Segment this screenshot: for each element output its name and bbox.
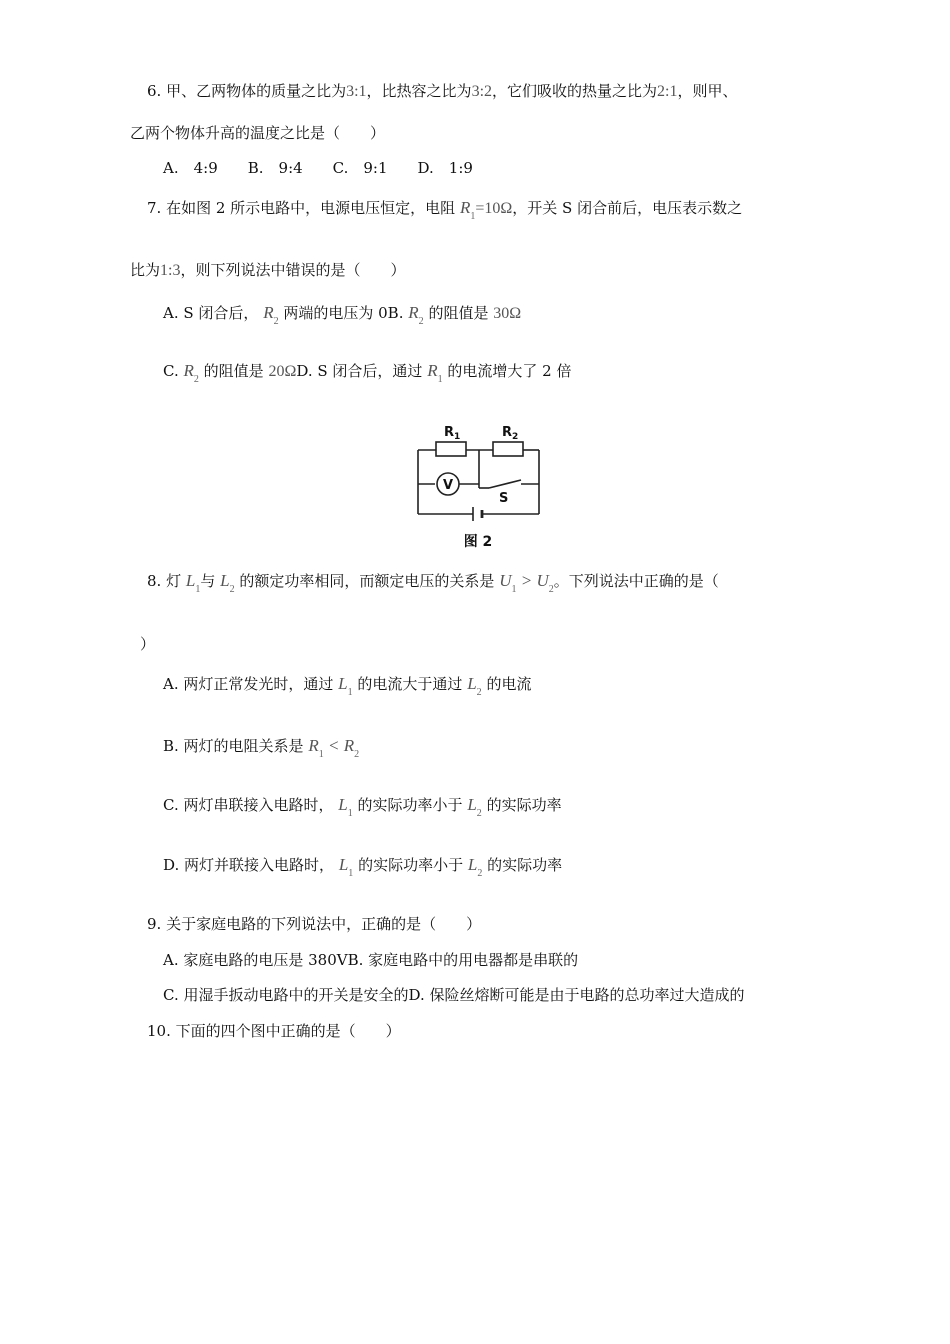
q7-text-b: ，开关 S 闭合前后，电压表示数之 xyxy=(512,199,743,217)
q9-options-cd: C. 用湿手扳动电路中的开关是安全的D. 保险丝熔断可能是由于电路的总功率过大造成的 xyxy=(163,986,745,1004)
q7-option-b-text: 的阻值是 xyxy=(428,304,489,322)
q8-option-b xyxy=(163,735,359,766)
q6-heat-ratio: 2:1 xyxy=(657,83,678,100)
q8-lamp2-symbol: $L_2$ xyxy=(220,571,235,595)
q6-text-d: ，则甲、 xyxy=(677,82,738,100)
q8-option-d-l2: $L_2$ xyxy=(467,855,483,879)
q7-option-b-symbol: $R_2$ xyxy=(408,303,424,327)
q8-option-a-l1: $L_1$ xyxy=(338,674,353,698)
q8-option-d xyxy=(163,854,562,885)
q8-option-a xyxy=(163,673,531,704)
q7-option-c-text: C. xyxy=(163,362,179,380)
q8-option-c-l1: $L_1$ xyxy=(338,795,353,819)
q8-voltage-relation: $U_1 > U_2$ xyxy=(499,571,554,595)
circuit-diagram-figure-2 xyxy=(411,416,546,556)
q7-option-c-mid: 的阻值是 xyxy=(203,362,264,380)
q6-text-b: ，比热容之比为 xyxy=(366,82,472,100)
q8-option-b-relation: $R_1 < R_2$ xyxy=(308,736,360,760)
q8-text-a: 8. 灯 xyxy=(147,572,182,590)
q7-option-a-text: A. S 闭合后， xyxy=(163,304,259,322)
q8-option-a-l2: $L_2$ xyxy=(467,674,482,698)
q7-option-a-symbol: $R_2$ xyxy=(263,303,279,327)
q7-option-cd xyxy=(163,360,571,391)
label-r1: $R_1$ xyxy=(444,425,461,442)
label-v: V xyxy=(442,478,454,493)
q6-mass-ratio: 3:1 xyxy=(346,83,367,100)
resistor-r2 xyxy=(493,442,523,456)
label-s: S xyxy=(499,491,509,506)
q8-option-c xyxy=(163,794,562,825)
q6-heat-capacity-ratio: 3:2 xyxy=(471,83,493,100)
q8-text-c: 的额定功率相同，而额定电压的关系是 xyxy=(239,572,495,590)
q8-option-d-text: D. 两灯并联接入电路时， xyxy=(163,856,335,874)
q8-line2: ） xyxy=(140,635,156,653)
q8-option-d-mid: 的实际功率小于 xyxy=(358,856,464,874)
q6-text-c: ，它们吸收的热量之比为 xyxy=(492,82,658,100)
q7-text-c: 比为 xyxy=(130,261,161,279)
q8-option-c-l2: $L_2$ xyxy=(467,795,482,819)
q8-option-c-tail: 的实际功率 xyxy=(486,796,562,814)
q7-r1-symbol: $R_1$ xyxy=(459,198,476,222)
q8-option-c-mid: 的实际功率小于 xyxy=(357,796,463,814)
q8-option-b-text: B. 两灯的电阻关系是 xyxy=(163,737,304,755)
q7-r1-value: =10Ω xyxy=(475,200,513,217)
q8-option-d-l1: $L_1$ xyxy=(338,855,354,879)
q9-stem: 9. 关于家庭电路的下列说法中，正确的是（ ） xyxy=(147,915,482,933)
q7-option-b-value: 30Ω xyxy=(493,305,522,322)
q7-text-d: ，则下列说法中错误的是（ ） xyxy=(180,261,406,279)
q8-lamp1-symbol: $L_1$ xyxy=(185,571,201,595)
resistor-r1 xyxy=(436,442,466,456)
q6-line1 xyxy=(147,80,738,103)
battery-icon xyxy=(473,507,482,521)
q8-line1 xyxy=(147,570,719,601)
q8-option-c-text: C. 两灯串联接入电路时， xyxy=(163,796,334,814)
q7-option-c-value: 20Ω xyxy=(268,363,297,380)
q8-option-a-text: A. 两灯正常发光时，通过 xyxy=(163,675,334,693)
q8-option-d-tail: 的实际功率 xyxy=(487,856,563,874)
q7-voltage-ratio: 1:3 xyxy=(160,262,181,279)
q7-option-c-symbol: $R_2$ xyxy=(183,361,199,385)
q6-line2: 乙两个物体升高的温度之比是（ ） xyxy=(130,124,386,142)
q6-options: A. 4:9 B. 9:4 C. 9:1 D. 1:9 xyxy=(163,159,473,177)
q7-option-d-symbol: $R_1$ xyxy=(427,361,443,385)
q8-option-a-tail: 的电流 xyxy=(486,675,532,693)
q7-option-ab xyxy=(163,302,521,333)
q7-line2 xyxy=(130,259,405,282)
q8-text-d: 。下列说法中正确的是（ xyxy=(553,572,719,590)
q7-text-a: 7. 在如图 2 所示电路中，电源电压恒定，电阻 xyxy=(147,199,456,217)
q8-text-b: 与 xyxy=(200,572,216,590)
q9-options-ab: A. 家庭电路的电压是 380VB. 家庭电路中的用电器都是串联的 xyxy=(163,951,579,969)
q7-option-d-text: D. S 闭合后，通过 xyxy=(296,362,423,380)
figure-caption: 图 2 xyxy=(463,534,493,550)
q10-stem: 10. 下面的四个图中正确的是（ ） xyxy=(147,1022,401,1040)
q7-option-a-tail: 两端的电压为 0B. xyxy=(283,304,404,322)
q7-option-d-tail: 的电流增大了 2 倍 xyxy=(447,362,572,380)
q7-line1 xyxy=(147,197,742,228)
q6-text-a: 6. 甲、乙两物体的质量之比为 xyxy=(147,82,347,100)
switch-s xyxy=(489,480,521,488)
q8-option-a-mid: 的电流大于通过 xyxy=(357,675,463,693)
label-r2: $R_2$ xyxy=(502,425,519,442)
